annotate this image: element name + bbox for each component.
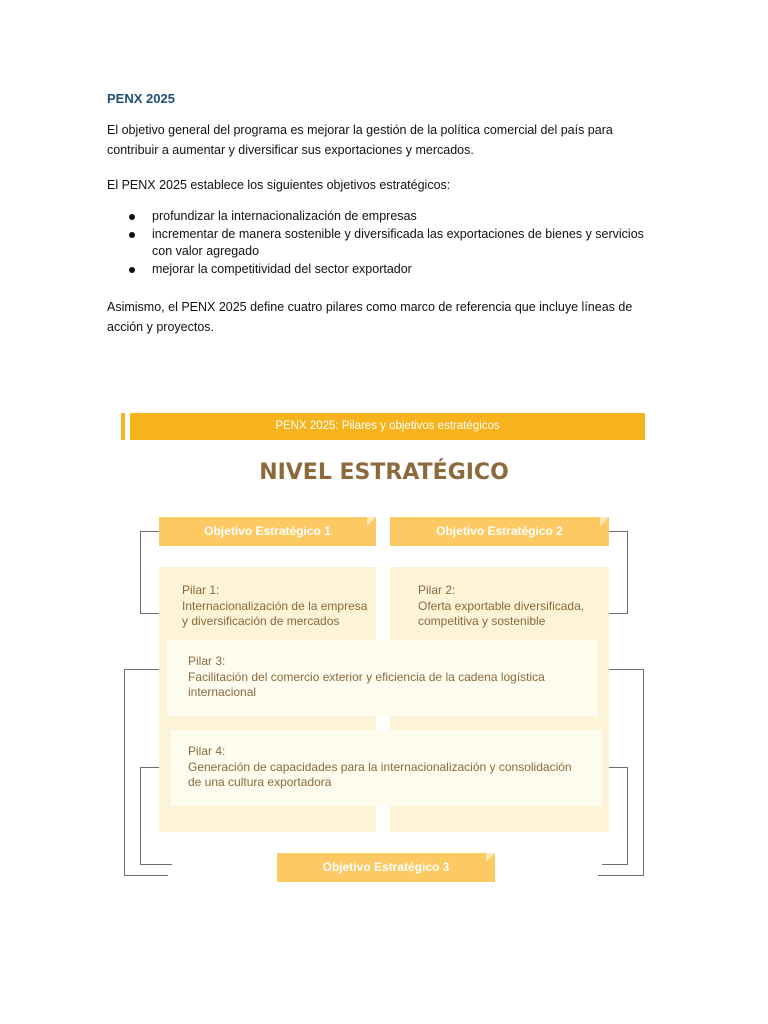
fold-corner-icon	[367, 517, 376, 526]
pillar-card-1	[171, 578, 366, 638]
banner-accent	[121, 413, 125, 440]
pillar-card-3	[167, 640, 598, 716]
objective-tab-3	[277, 853, 495, 882]
pillar-text: Oferta exportable diversificada, competitiva y sostenible	[418, 598, 585, 628]
pillar-label: Pilar 4:	[188, 744, 226, 758]
page-title: PENX 2025	[107, 91, 175, 106]
objective-tab-2	[390, 517, 609, 546]
objective-label: Objetivo Estratégico 3	[322, 860, 450, 874]
connector-line	[609, 531, 628, 614]
diagram-banner: PENX 2025: Pilares y objetivos estratégicos	[130, 413, 645, 440]
pillar-label: Pilar 1:	[182, 583, 220, 597]
list-item-text: mejorar la competitividad del sector exportador	[152, 262, 412, 276]
paragraph-pillars: Asimismo, el PENX 2025 define cuatro pilares como marco de referencia que incluye líneas de acción y proyectos.	[107, 300, 633, 334]
paragraph-intro-list: El PENX 2025 establece los siguientes objetivos estratégicos:	[107, 178, 451, 192]
pillar-text: Internacionalización de la empresa y diversificación de mercados	[182, 598, 368, 628]
pillar-card-4	[171, 730, 602, 806]
objective-label: Objetivo Estratégico 1	[204, 524, 331, 538]
list-item-text: profundizar la internacionalización de empresas	[152, 209, 417, 223]
fold-corner-icon	[486, 853, 495, 862]
objective-label: Objetivo Estratégico 2	[436, 524, 563, 538]
pillar-text: Generación de capacidades para la internacionalización y consolidación de una cultura exportadora	[188, 759, 572, 789]
objective-tab-1	[159, 517, 376, 546]
pillar-label: Pilar 2:	[418, 583, 456, 597]
pillar-label: Pilar 3:	[188, 654, 226, 668]
connector-line	[140, 531, 160, 614]
paragraph-objective: El objetivo general del programa es mejorar la gestión de la política comercial del país para contribuir a aumentar y diversificar sus exportaciones y mercados.	[107, 123, 613, 157]
fold-corner-icon	[600, 517, 609, 526]
level-title: NIVEL ESTRATÉGICO	[259, 460, 509, 485]
pillar-card-2	[400, 578, 605, 638]
list-item-text: incrementar de manera sostenible y diversificada las exportaciones de bienes y servicios con valor agregado	[152, 227, 644, 258]
pillar-text: Facilitación del comercio exterior y eficiencia de la cadena logística internacional	[188, 669, 545, 699]
